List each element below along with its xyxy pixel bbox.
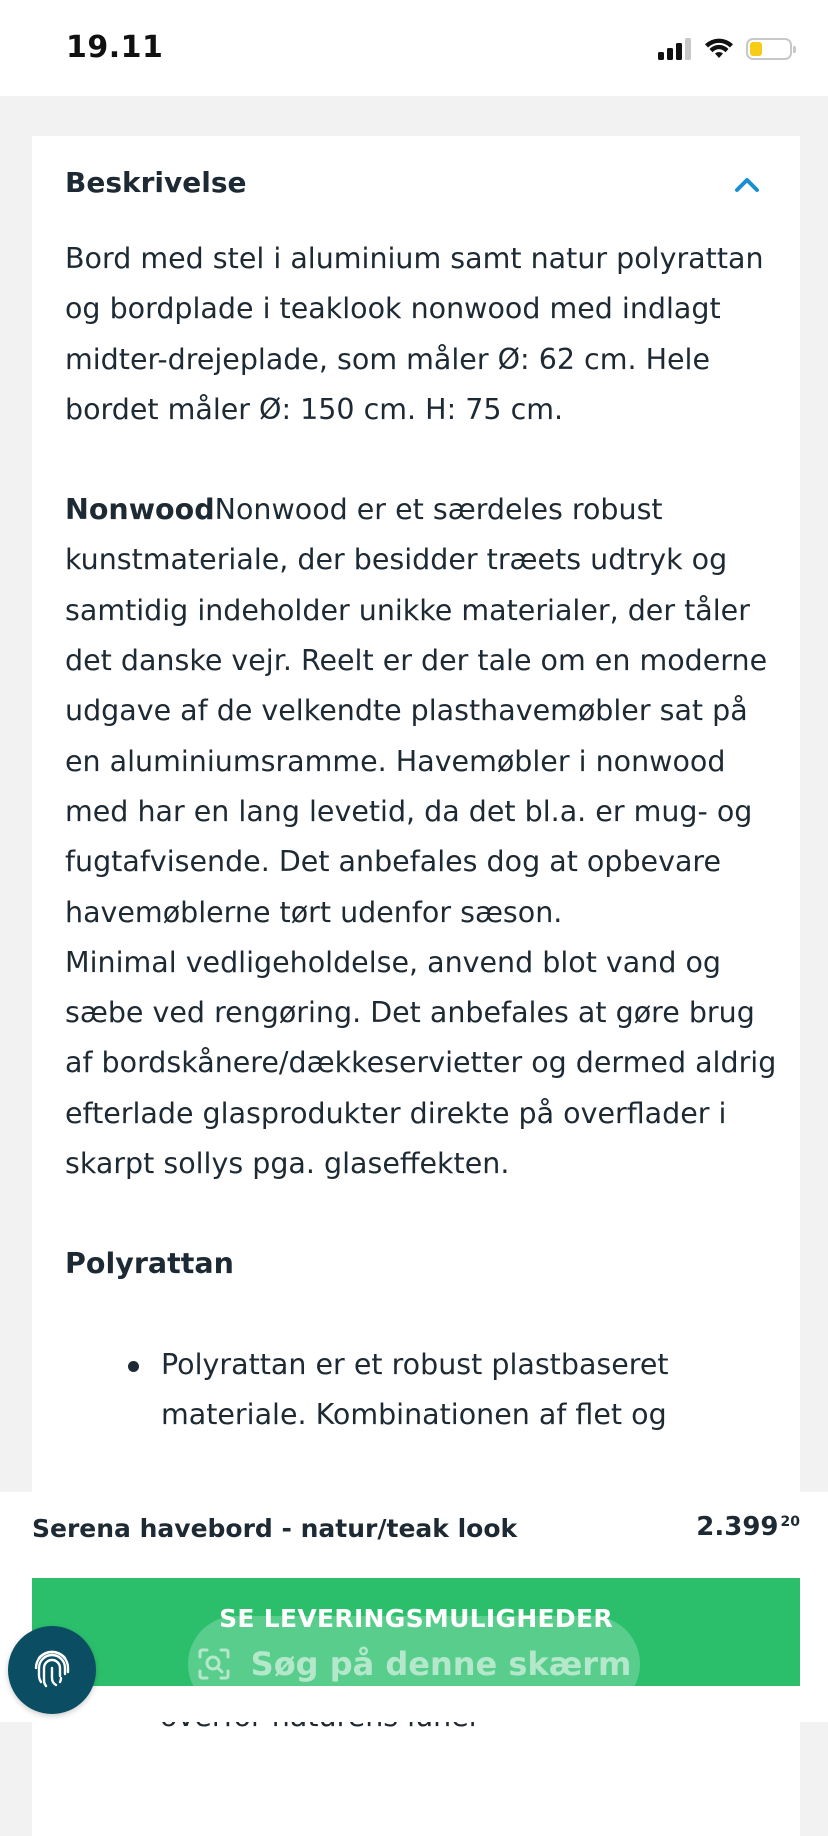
status-bar: [0, 0, 828, 96]
product-price: [696, 1512, 800, 1542]
description-body: [65, 234, 777, 1440]
maintenance-paragraph: Minimal vedligeholdelse, anvend blot vand og sæbe ved rengøring. Det anbefales at gøre brug af bordskånere/dækkeservietter og dermed aldrig efterlade glasprodukter direkte på overflader i skarpt sollys pga. glaseffekten.: [65, 945, 777, 1181]
fingerprint-button[interactable]: [8, 1626, 96, 1714]
intro-paragraph: Bord med stel i aluminium samt natur polyrattan og bordplade i teaklook nonwood med indlagt midter-drejeplade, som måler Ø: 62 cm. Hele bordet måler Ø: 150 cm. H: 75 cm.: [65, 242, 764, 426]
polyrattan-bullet-text: Polyrattan er et robust plastbaseret materiale. Kombinationen af flet og: [161, 1347, 669, 1431]
polyrattan-heading: Polyrattan: [65, 1247, 234, 1281]
fingerprint-icon: [32, 1648, 72, 1692]
wifi-icon: [704, 38, 734, 60]
chevron-up-icon[interactable]: [732, 172, 762, 196]
bullet-icon: [128, 1361, 139, 1372]
lens-icon: [197, 1647, 231, 1681]
price-main: 2.399: [696, 1512, 779, 1542]
nonwood-text: Nonwood er et særdeles robust kunstmateriale, der besidder træets udtryk og samtidig indeholder unikke materialer, der tåler det danske vejr. Reelt er der tale om en moderne udgave af de velkendte plasthavemøbler sat på en aluminiumsramme. Havemøbler i nonwood med har en lang levetid, da det bl.a. er mug- og fugtafvisende. Det anbefales dog at opbevare havemøblerne tørt udenfor sæson.: [65, 493, 768, 929]
status-icons: [658, 36, 792, 62]
polyrattan-list: [65, 1340, 777, 1441]
signal-icon: [658, 38, 692, 60]
description-title: Beskrivelse: [65, 166, 247, 199]
list-item: [65, 1340, 777, 1441]
price-decimals: 20: [780, 1514, 800, 1530]
search-screen-label: Søg på denne skærm: [250, 1645, 632, 1683]
battery-icon: [746, 38, 792, 60]
nonwood-paragraph: [65, 485, 777, 938]
search-screen-pill[interactable]: [188, 1616, 640, 1712]
status-time: 19.11: [66, 30, 164, 65]
description-header[interactable]: [32, 136, 800, 232]
nonwood-heading: Nonwood: [65, 493, 215, 527]
delivery-options-label: SE LEVERINGSMULIGHEDER: [219, 1604, 613, 1633]
product-name: Serena havebord - natur/teak look: [32, 1514, 518, 1543]
